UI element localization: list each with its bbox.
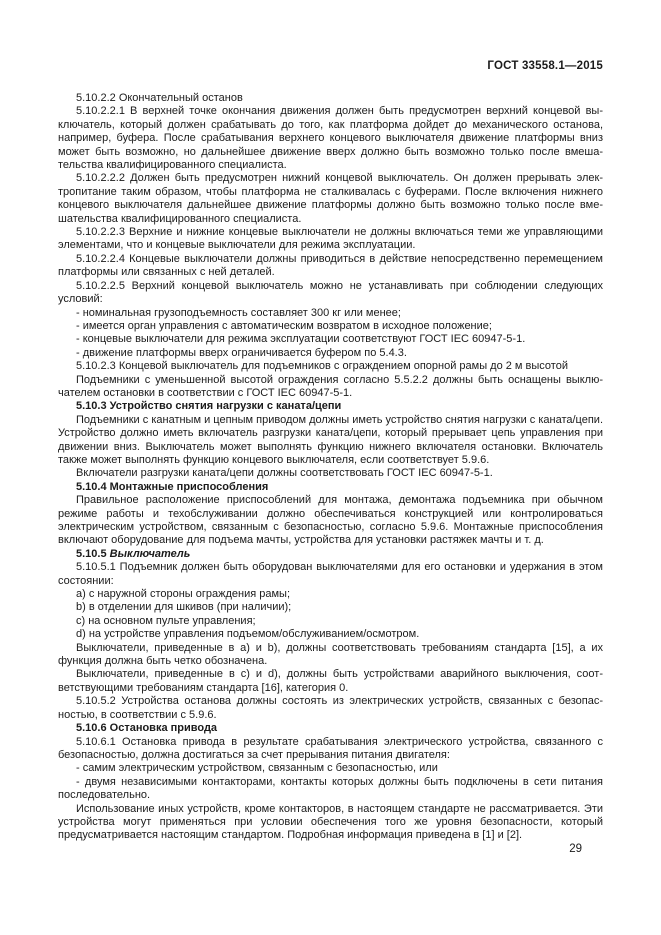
standard-number-header: ГОСТ 33558.1—2015: [487, 60, 603, 72]
paragraph: 5.10.2.2.5 Верхний концевой выключатель можно не устанавливать при соблюдении следующих условий:: [58, 279, 603, 306]
paragraph: 5.10.2.2 Окончательный останов: [76, 92, 243, 104]
document-body: [58, 92, 603, 843]
paragraph: Выключатели, приведенные в c) и d), должны быть устройствами аварийного выключения, соответствующими требованиям стандарта [16], категория 0.: [58, 668, 603, 694]
paragraph: Подъемники с уменьшенной высотой ограждения согласно 5.5.2.2 должны быть оснащены выключателем остановки в соответствии с ГОСТ IEC 60947-5-1.: [58, 373, 603, 399]
paragraph: Использование иных устройств, кроме контакторов, в настоящем стандарте не рассматривается. Эти устройства могут применяться при условии обеспечения того же уровня безопасности, который предусматривается настоящим стандартом. Подробная информация приведена в [1] и [2].: [58, 802, 603, 842]
paragraph: 5.10.6 Остановка привода: [76, 722, 218, 735]
paragraph: 5.10.5.1 Подъемник должен быть оборудован выключателями для его остановки и удержания в этом состоянии:: [58, 561, 603, 587]
paragraph: a) с наружной стороны ограждения рамы;: [76, 588, 291, 601]
paragraph: - концевые выключатели для режима эксплуатации соответствуют ГОСТ IEC 60947-5-1.: [76, 333, 526, 346]
paragraph: 5.10.2.3 Концевой выключатель для подъемников с ограждением опорной рамы до 2 м высотой: [76, 360, 568, 373]
page-number: 29: [569, 843, 582, 855]
paragraph: 5.10.2.2.3 Верхние и нижние концевые выключатели не должны включаться теми же управляющими элементами, что и концевые выключатели для режима эксплуатации.: [58, 226, 603, 252]
paragraph: 5.10.2.2.2 Должен быть предусмотрен нижний концевой выключатель. Он должен прерывать электропитание таким образом, чтобы платформа не сталкивалась с буферами. После включения нижнего концевого выключателя дальнейшее движение платформы должно быть возможно только после вмешательства квалифицированного специалиста.: [58, 172, 603, 225]
paragraph: - двумя независимыми контакторами, контакты которых должны быть подключены в сети питания последовательно.: [58, 775, 603, 802]
paragraph: Включатели разгрузки каната/цепи должны соответствовать ГОСТ IEC 60947-5-1.: [76, 467, 493, 480]
paragraph: - имеется орган управления с автоматическим возвратом в исходное положение;: [76, 319, 492, 332]
paragraph: - движение платформы вверх ограничивается буфером по 5.4.3.: [76, 346, 407, 359]
paragraph: c) на основном пульте управления;: [76, 614, 256, 627]
paragraph: 5.10.5.2 Устройства останова должны состоять из электрических устройств, связанных с безопасностью, в соответствии с 5.9.6.: [58, 695, 603, 721]
paragraph: Выключатели, приведенные в a) и b), должны соответствовать требованиям стандарта [15], а их функция должна быть четко обозначена.: [58, 641, 603, 668]
paragraph: 5.10.2.2.1 В верхней точке окончания движения должен быть предусмотрен верхний концевой выключатель, который должен срабатывать до того, как платформа дойдет до механического останова, например, буфера. После срабатывания верхнего концевого выключателя движение платформы вниз может быть возможно, но дальнейшее движение вверх должно быть возможно только после вмешательства квалифицированного специалиста.: [58, 105, 603, 172]
paragraph: Правильное расположение приспособлений для монтажа, демонтажа подъемника при обычном режиме работы и техобслуживании должно обеспечиваться конструкцией или контролироваться электрическим устройством, связанным с безопасностью, согласно 5.9.6. Монтажные приспособления включают оборудование для подъема мачты, устройства для установки растяжек мачты и т. д.: [58, 494, 603, 547]
paragraph: 5.10.2.2.4 Концевые выключатели должны приводиться в действие непосредственно перемещением платформы или связанных с ней деталей.: [58, 252, 603, 279]
paragraph: 5.10.4 Монтажные приспособления: [76, 480, 269, 493]
paragraph: 5.10.3 Устройство снятия нагрузки с каната/цепи: [76, 400, 342, 413]
paragraph: b) в отделении для шкивов (при наличии);: [76, 601, 292, 614]
paragraph: 5.10.6.1 Остановка привода в результате срабатывания электрического устройства, связанного с безопасностью, должна достигаться за счет прерывания питания двигателя:: [58, 735, 603, 761]
paragraph: - номинальная грузоподъемность составляет 300 кг или менее;: [76, 306, 401, 319]
paragraph: 5.10.5 Выключатель: [76, 547, 191, 560]
paragraph: Подъемники с канатным и цепным приводом должны иметь устройство снятия нагрузки с каната/цепи. Устройство должно иметь включатель разгрузки каната/цепи, который прерывает цепь управления при движении вниз. Выключатель может выполнять функцию нижнего включателя остановки. Включатель также может выполнять функцию концевого выключателя, если соответствует 5.9.6.: [58, 413, 603, 466]
paragraph: d) на устройстве управления подъемом/обслуживанием/осмотром.: [76, 628, 420, 641]
paragraph: - самим электрическим устройством, связанным с безопасностью, или: [76, 762, 438, 775]
